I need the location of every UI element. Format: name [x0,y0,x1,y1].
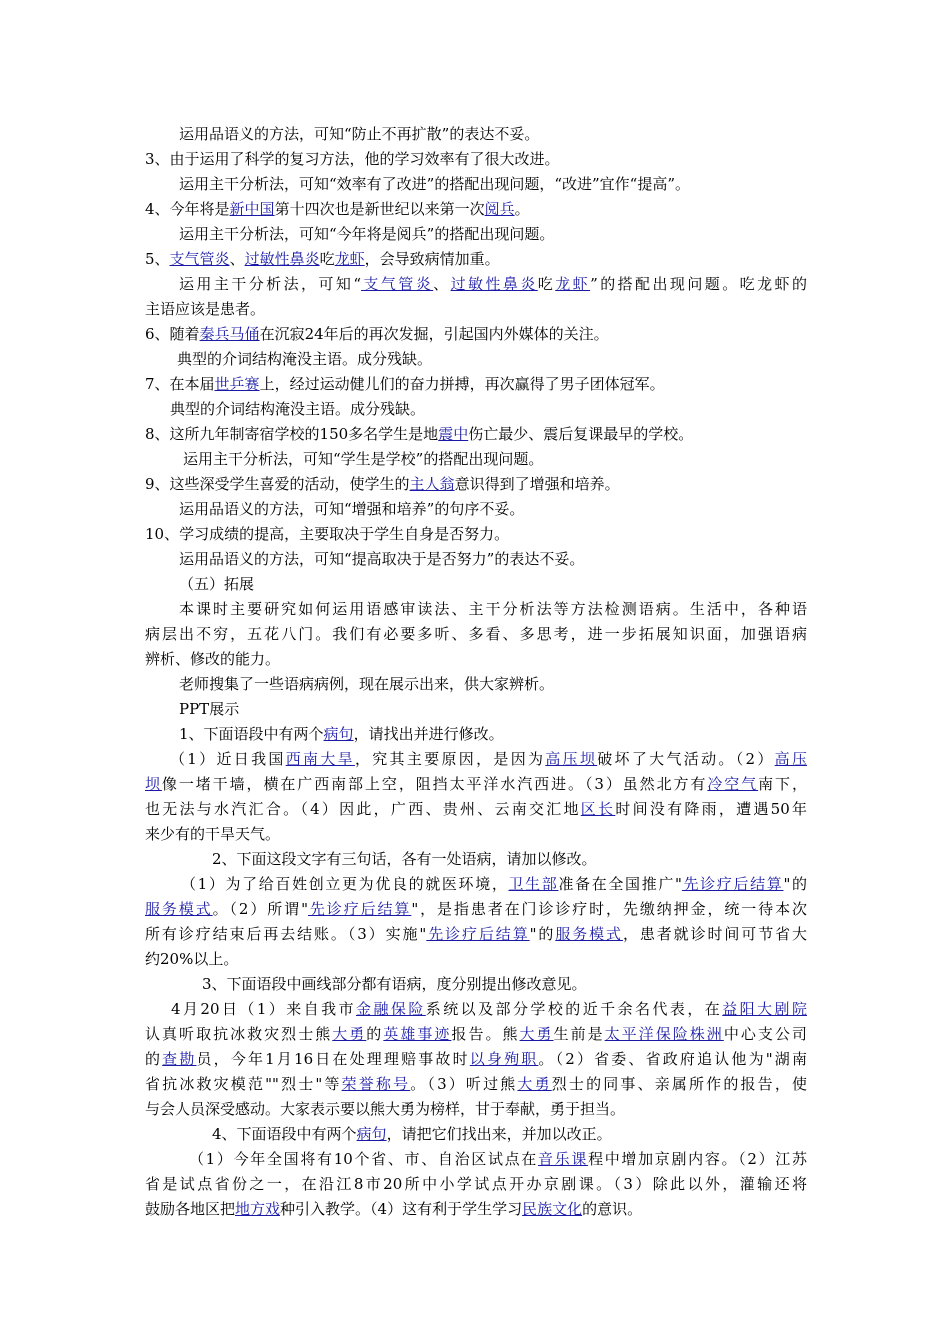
text-line [145,897,807,922]
text-span: 辨析、修改的能力。 [145,650,281,668]
hyperlink[interactable]: 大勇 [519,1025,554,1043]
text-line [145,672,807,697]
text-span: 7、在本届 [145,375,215,393]
text-span: （五）拓展 [179,575,255,593]
hyperlink[interactable]: 大勇 [332,1025,367,1043]
hyperlink[interactable]: 坝 [145,775,162,793]
hyperlink[interactable]: 冷空气 [707,775,759,793]
text-span: 所有诊疗结束后再去结账。（3）实施" [145,925,427,943]
hyperlink[interactable]: 主人翁 [409,475,455,493]
text-span: 破坏了大气活动。（2） [597,750,775,768]
text-span: 老师搜集了一些语病病例，现在展示出来，供大家辨析。 [179,675,555,693]
text-line [145,772,807,797]
document-body [145,122,807,1222]
text-span: ，究其主要原因，是因为 [354,750,546,768]
text-span: 第十四次也是新世纪以来第一次 [274,200,485,218]
hyperlink[interactable]: 大勇 [517,1075,552,1093]
text-span: PPT展示 [179,700,240,718]
text-span: 烈士的同事、亲属所作的报告，使 [551,1075,807,1093]
text-span: （1）为了给百姓创立更为优良的就医环境， [181,875,509,893]
text-span: 运用主干分析法，可知“ [179,275,361,293]
hyperlink[interactable]: 区长 [580,800,616,818]
text-line [145,747,807,772]
text-span: 2、下面这段文字有三句话，各有一处语病，请加以修改。 [212,850,597,868]
text-line [145,622,807,647]
text-span: 5、 [145,250,170,268]
text-line [145,422,807,447]
text-span: ，请找出并进行修改。 [353,725,504,743]
text-span: 典型的介词结构淹没主语。成分残缺。 [170,400,426,418]
hyperlink[interactable]: 服务模式 [555,925,623,943]
text-span: 员，今年1月16日在处理理赔事故时 [196,1050,470,1068]
hyperlink[interactable]: 先诊疗后结算 [426,925,530,943]
text-line [145,1197,807,1222]
text-span: 运用主干分析法，可知“今年将是阅兵”的搭配出现问题。 [179,225,555,243]
text-span: 4、下面语段中有两个 [212,1125,357,1143]
hyperlink[interactable]: 金融保险 [356,1000,426,1018]
text-span: "的 [783,875,807,893]
text-line [145,172,807,197]
text-span: 像一堵干墙，横在广西南部上空，阻挡太平洋水汽西进。（3）虽然北方有 [161,775,708,793]
text-span: 、 [229,250,245,268]
hyperlink[interactable]: 卫生部 [508,875,559,893]
text-line [145,297,807,322]
text-span: 上，经过运动健儿们的奋力拼搏，再次赢得了男子团体冠军。 [259,375,665,393]
text-span: 运用主干分析法，可知“学生是学校”的搭配出现问题。 [183,450,544,468]
hyperlink[interactable]: 支气管炎 [361,275,434,293]
text-line [145,847,807,872]
text-line [145,322,807,347]
text-span: 运用品语义的方法，可知“增强和培养”的句序不妥。 [179,500,525,518]
text-span: "，是指患者在门诊诊疗时，先缴纳押金，统一待本次 [411,900,807,918]
text-span: 省抗冰救灾模范""烈士"等 [145,1075,342,1093]
hyperlink[interactable]: 龙虾 [555,275,591,293]
hyperlink[interactable]: 支气管炎 [169,250,230,268]
text-span: 10、学习成绩的提高，主要取决于学生自身是否努力。 [145,525,510,543]
text-span: 9、这些深受学生喜爱的活动，使学生的 [145,475,410,493]
text-span: 病层出不穷，五花八门。我们有必要多听、多看、多思考，进一步拓展知识面，加强语病 [145,625,807,643]
text-line [145,122,807,147]
text-line [145,647,807,672]
hyperlink[interactable]: 太平洋保险株洲 [604,1025,724,1043]
text-span: 3、下面语段中画线部分都有语病，度分别提出修改意见。 [202,975,587,993]
text-span: 报告。熊 [451,1025,520,1043]
text-span: 、 [433,275,451,293]
hyperlink[interactable]: 以身殉职 [469,1050,539,1068]
text-line [145,497,807,522]
text-span: 系统以及部分学校的近千余名代表，在 [425,1000,723,1018]
text-span: 来少有的干旱天气。 [145,825,281,843]
text-span: （1）近日我国 [170,750,286,768]
text-line [145,247,807,272]
text-span: 程中增加京剧内容。（2）江苏 [588,1150,807,1168]
text-span: 吃 [319,250,335,268]
text-span: 。（2）省委、省政府追认他为"湖南 [538,1050,807,1068]
hyperlink[interactable]: 病句 [356,1125,387,1143]
text-span: 的 [145,1050,163,1068]
text-span: 意识得到了增强和培养。 [454,475,620,493]
hyperlink[interactable]: 高压坝 [545,750,598,768]
text-line [145,447,807,472]
text-line [145,797,807,822]
text-line [145,547,807,572]
text-span: 鼓励各地区把 [145,1200,236,1218]
hyperlink[interactable]: 先诊疗后结算 [308,900,412,918]
text-span: 运用品语义的方法，可知“防止不再扩散”的表达不妥。 [179,125,540,143]
text-line [145,222,807,247]
text-line [145,822,807,847]
text-span: 认真听取抗冰救灾烈士熊 [145,1025,333,1043]
text-line [145,1097,807,1122]
text-span: ，会导致病情加重。 [364,250,500,268]
text-span: 准备在全国推广" [558,875,682,893]
text-line [145,272,807,297]
text-span: 时间没有降雨，遭遇50年 [615,800,807,818]
hyperlink[interactable]: 阅兵 [484,200,515,218]
hyperlink[interactable]: 先诊疗后结算 [681,875,784,893]
text-span: "的 [529,925,556,943]
hyperlink[interactable]: 民族文化 [522,1200,583,1218]
text-span: （1）今年全国将有10个省、市、自治区试点在 [189,1150,538,1168]
text-line [145,872,807,897]
hyperlink[interactable]: 查勘 [162,1050,197,1068]
hyperlink[interactable]: 世乒赛 [214,375,260,393]
text-line [145,197,807,222]
hyperlink[interactable]: 地方戏 [235,1200,281,1218]
text-span: 典型的介词结构淹没主语。成分残缺。 [177,350,433,368]
hyperlink[interactable]: 益阳大剧院 [722,1000,807,1018]
hyperlink[interactable]: 西南大旱 [285,750,355,768]
hyperlink[interactable]: 音乐课 [538,1150,589,1168]
text-span: 6、随着 [145,325,200,343]
text-span: 。（3）听过熊 [410,1075,518,1093]
text-span: 中心支公司 [723,1025,807,1043]
text-span: 吃 [537,275,556,293]
text-line [145,697,807,722]
text-line [145,397,807,422]
text-line [145,1122,807,1147]
text-line [145,522,807,547]
text-span: 。（2）所谓" [212,900,308,918]
text-line [145,572,807,597]
text-span: 与会人员深受感动。大家表示要以熊大勇为榜样，甘于奉献，勇于担当。 [145,1100,626,1118]
hyperlink[interactable]: 高压 [774,750,807,768]
text-span: ，请把它们找出来，并加以改正。 [386,1125,612,1143]
text-line [145,1172,807,1197]
text-line [145,947,807,972]
text-span: 4、今年将是 [145,200,230,218]
text-span: ”的搭配出现问题。吃龙虾的 [590,275,807,293]
text-span: 生前是 [553,1025,605,1043]
text-line [145,1147,807,1172]
text-span: ，患者就诊时间可节省大 [622,925,807,943]
text-span: 在沉寂24年后的再次发掘，引起国内外媒体的关注。 [259,325,609,343]
text-span: 伤亡最少、震后复课最早的学校。 [468,425,694,443]
text-span: 3、由于运用了科学的复习方法，他的学习效率有了很大改进。 [145,150,560,168]
text-span: 的意识。 [582,1200,643,1218]
text-span: 1、下面语段中有两个 [179,725,324,743]
text-span: 主语应该是患者。 [145,300,266,318]
hyperlink[interactable]: 秦兵马俑 [199,325,260,343]
text-line [145,972,807,997]
text-span: 运用品语义的方法，可知“提高取决于是否努力”的表达不妥。 [179,550,585,568]
text-line [145,372,807,397]
text-span: 种引入教学。（4）这有利于学生学习 [280,1200,523,1218]
text-line [145,472,807,497]
hyperlink[interactable]: 英雄事迹 [383,1025,452,1043]
text-line [145,597,807,622]
text-span: 南下， [758,775,807,793]
text-span: 。 [514,200,530,218]
hyperlink[interactable]: 病句 [323,725,354,743]
text-span: 4月20日（1）来自我市 [171,1000,356,1018]
hyperlink[interactable]: 过敏性鼻炎 [244,250,320,268]
text-line [145,1022,807,1047]
text-span: 运用主干分析法，可知“效率有了改进”的搭配出现问题，“改进”宜作“提高”。 [179,175,691,193]
text-span: 约20%以上。 [145,950,239,968]
text-line [145,722,807,747]
text-span: 也无法与水汽汇合。（4）因此，广西、贵州、云南交汇地 [145,800,581,818]
hyperlink[interactable]: 服务模式 [145,900,213,918]
text-line [145,922,807,947]
hyperlink[interactable]: 过敏性鼻炎 [450,275,538,293]
text-span: 本课时主要研究如何运用语感审读法、主干分析法等方法检测语病。生活中，各种语 [179,600,807,618]
text-span: 8、这所九年制寄宿学校的150多名学生是地 [145,425,439,443]
text-line [145,997,807,1022]
text-line [145,1072,807,1097]
hyperlink[interactable]: 震中 [438,425,469,443]
hyperlink[interactable]: 龙虾 [334,250,365,268]
text-line [145,147,807,172]
text-line [145,1047,807,1072]
hyperlink[interactable]: 新中国 [229,200,275,218]
text-line [145,347,807,372]
text-span: 的 [366,1025,384,1043]
hyperlink[interactable]: 荣誉称号 [341,1075,411,1093]
text-span: 省是试点省份之一，在沿江8市20所中小学试点开办京剧课。（3）除此以外，灌输还将 [145,1175,807,1193]
